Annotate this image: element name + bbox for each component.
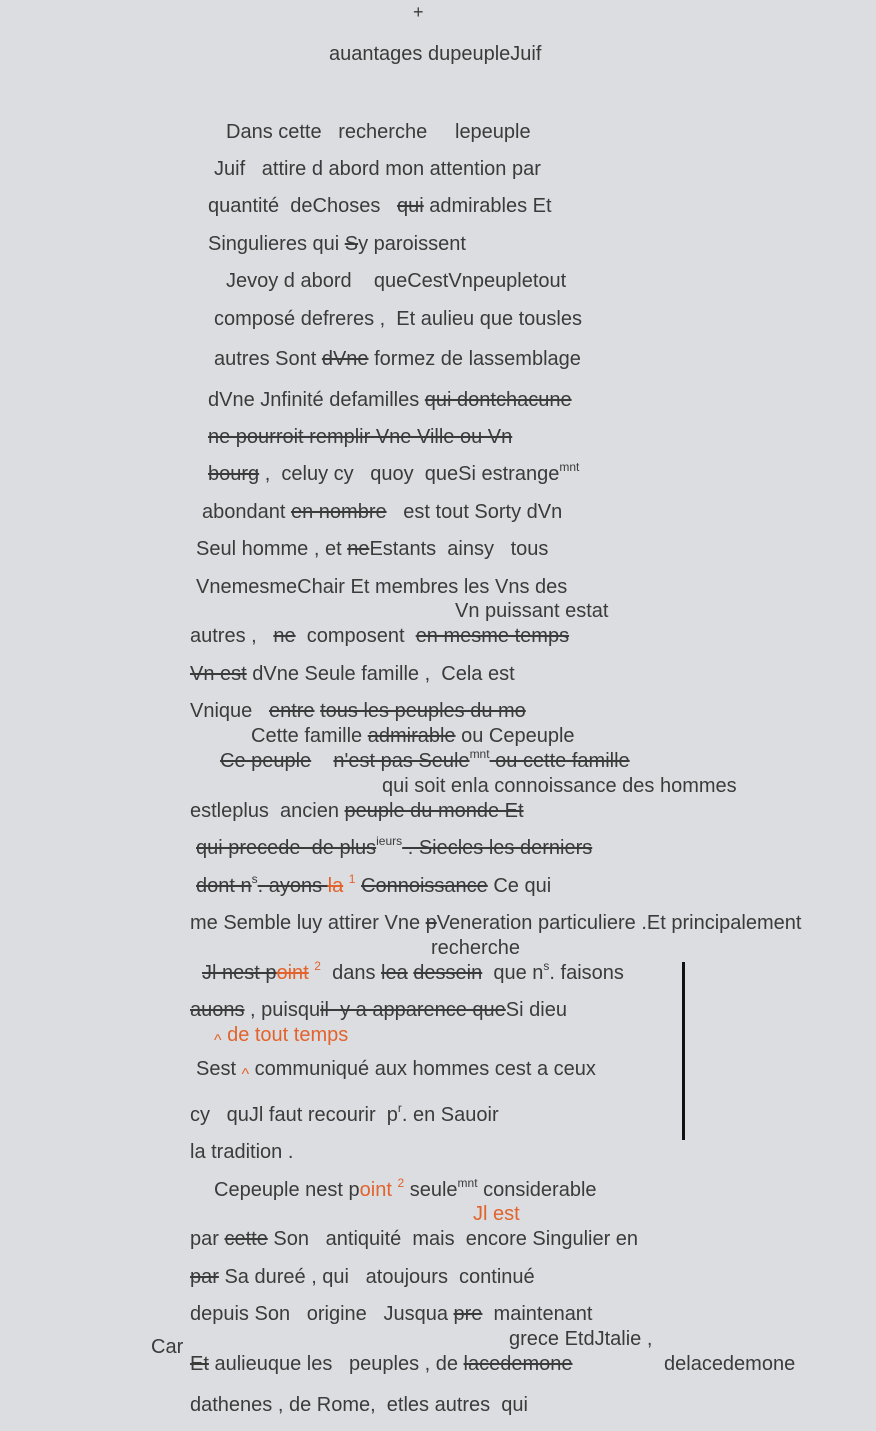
struck-text: ou cette famille — [489, 750, 630, 772]
text-line — [226, 120, 531, 144]
text-line — [226, 269, 566, 293]
text-segment: recherche — [431, 937, 520, 959]
text-segment: aulieuque les peuples , de — [208, 1353, 464, 1375]
text-line — [664, 1352, 795, 1376]
text-segment — [343, 875, 349, 897]
text-segment: Cette famille — [251, 725, 368, 747]
text-segment: Si dieu — [505, 999, 567, 1021]
text-line — [214, 157, 541, 181]
struck-text: ne pourroit remplir Vne Ville ou Vn — [208, 426, 513, 448]
text-line — [190, 1103, 499, 1129]
text-line — [214, 347, 581, 371]
text-line — [208, 232, 466, 256]
text-segment: Sest — [196, 1058, 242, 1080]
text-line — [214, 1023, 348, 1049]
text-line — [190, 1227, 638, 1251]
text-segment: que n — [482, 962, 544, 984]
text-segment: Vn puissant estat — [455, 600, 609, 622]
insertion-caret: ^ — [214, 1032, 222, 1049]
text-segment: Estants ainsy tous — [369, 538, 549, 560]
text-line — [190, 624, 569, 648]
struck-text: entre — [268, 700, 315, 722]
struck-text: dont n — [196, 875, 252, 897]
struck-text: cette — [224, 1228, 268, 1250]
text-line — [455, 599, 608, 623]
text-segment: me Semble luy attirer Vne — [190, 912, 426, 934]
text-segment: dans — [320, 962, 382, 984]
text-line — [190, 1140, 293, 1164]
insertion-caret: ^ — [241, 1066, 250, 1083]
struck-text: ne — [273, 625, 296, 647]
text-segment: quantité deChoses — [208, 195, 398, 217]
text-segment: la tradition . — [190, 1141, 294, 1163]
text-segment: par — [190, 1228, 225, 1250]
text-segment: qui soit enla connoissance des hommes — [382, 775, 737, 797]
text-segment: considerable — [477, 1179, 597, 1201]
struck-text: . ayons — [257, 875, 328, 897]
superscript-text: 1 — [348, 872, 356, 886]
struck-text: en nombre — [290, 501, 387, 523]
text-line — [220, 749, 630, 775]
text-line — [196, 537, 548, 561]
text-segment: Seul homme , et — [196, 538, 348, 560]
text-segment: ou Cepeuple — [455, 725, 575, 747]
superscript-text: s — [543, 959, 550, 973]
text-segment: Veneration particuliere .Et principalement — [436, 912, 802, 934]
text-segment: composé defreres , Et aulieu que tousles — [214, 308, 582, 330]
text-segment: . en Sauoir — [401, 1104, 499, 1126]
text-segment: Jl est — [473, 1203, 520, 1225]
struck-text: Vn est — [190, 663, 247, 685]
struck-text: n'est pas Seule — [333, 750, 470, 772]
superscript-text: 2 — [397, 1176, 405, 1190]
text-segment: seule — [404, 1179, 458, 1201]
text-segment: dVne Jnfinité defamilles — [208, 389, 425, 411]
superscript-text: r — [397, 1101, 402, 1115]
text-segment: Jevoy d abord queCestVnpeupletout — [226, 270, 567, 292]
text-line — [190, 1352, 573, 1376]
struck-text: dessein — [413, 962, 483, 984]
text-segment: , puisqu — [244, 999, 321, 1021]
struck-text: auons — [190, 999, 245, 1021]
text-segment: abondant — [202, 501, 291, 523]
text-segment: y paroissent — [358, 233, 466, 255]
struck-text: Et — [190, 1353, 209, 1375]
text-segment: autres Sont — [214, 348, 322, 370]
superscript-text: mnt — [559, 460, 580, 474]
superscript-text: s — [251, 872, 258, 886]
margin-bracket-line — [682, 962, 685, 1140]
superscript-text: mnt — [457, 1176, 478, 1190]
text-segment: Cepeuple nest p — [214, 1179, 360, 1201]
text-line — [251, 724, 575, 748]
superscript-text: mnt — [469, 747, 490, 761]
struck-text: Ce peuple — [220, 750, 312, 772]
text-segment: composent — [295, 625, 416, 647]
text-line — [190, 799, 524, 823]
text-segment: VnemesmeChair Et membres les Vns des — [196, 576, 568, 598]
text-line — [196, 575, 567, 599]
text-line — [214, 1178, 597, 1204]
text-segment: . faisons — [549, 962, 624, 984]
text-line — [208, 425, 512, 449]
text-line — [196, 836, 592, 862]
text-segment: Son antiquité mais encore Singulier en — [267, 1228, 639, 1250]
text-line — [431, 936, 520, 960]
text-line — [208, 462, 579, 488]
text-segment: de tout temps — [221, 1024, 349, 1046]
struck-text: lacedemone — [463, 1353, 573, 1375]
struck-text: bourg — [208, 463, 260, 485]
struck-text: la — [327, 875, 344, 897]
text-line — [208, 194, 552, 218]
struck-text: p — [425, 912, 437, 934]
struck-text: en mesme temps — [415, 625, 570, 647]
text-segment: Ce qui — [487, 875, 552, 897]
text-line — [190, 1393, 528, 1417]
struck-text: ne — [347, 538, 370, 560]
text-line — [190, 998, 567, 1022]
text-segment: Dans cette recherche lepeuple — [226, 121, 531, 143]
plus-mark: + — [413, 2, 424, 22]
text-line — [196, 874, 551, 900]
page-title: auantages dupeupleJuif — [329, 43, 542, 65]
text-segment: communiqué aux hommes cest a ceux — [249, 1058, 596, 1080]
struck-text: qui precede de plus — [196, 837, 377, 859]
struck-text: . Siecles les derniers — [402, 837, 593, 859]
struck-text: par — [190, 1266, 219, 1288]
text-segment: dVne Seule famille , Cela est — [246, 663, 515, 685]
text-segment: depuis Son origine Jusqua — [190, 1303, 454, 1325]
text-segment: autres , — [190, 625, 274, 647]
struck-text: Jl nest p — [202, 962, 277, 984]
text-segment: est tout Sorty dVn — [386, 501, 563, 523]
text-segment: dathenes , de Rome, etles autres qui — [190, 1394, 528, 1416]
struck-text: tous les peuples du mo — [320, 700, 526, 722]
text-line — [509, 1327, 652, 1351]
text-segment: Singulieres qui — [208, 233, 345, 255]
text-line — [473, 1202, 520, 1226]
struck-text: admirable — [367, 725, 456, 747]
text-line — [202, 961, 624, 987]
text-line — [202, 500, 562, 524]
text-segment: grece EtdJtalie , — [509, 1328, 653, 1350]
struck-text: dVne — [321, 348, 369, 370]
text-segment: Sa dureé , qui atoujours continué — [218, 1266, 535, 1288]
text-segment: formez de lassemblage — [368, 348, 581, 370]
struck-text: lea — [381, 962, 408, 984]
superscript-text: 2 — [314, 959, 321, 973]
text-line — [214, 307, 582, 331]
text-segment: cy quJl faut recourir p — [190, 1104, 398, 1126]
text-line — [190, 1265, 535, 1289]
text-segment: oint — [359, 1179, 392, 1201]
text-line — [190, 699, 526, 723]
text-segment: , celuy cy quoy queSi estrange — [259, 463, 560, 485]
struck-text: peuple du monde Et — [344, 800, 524, 822]
struck-text: il y a apparence que — [320, 999, 506, 1021]
text-line — [382, 774, 737, 798]
text-segment — [311, 750, 333, 772]
struck-text: oint — [276, 962, 309, 984]
text-segment: delacedemone — [664, 1353, 796, 1375]
text-segment: Juif attire d abord mon attention par — [214, 158, 541, 180]
text-segment: maintenant — [482, 1303, 593, 1325]
text-line — [196, 1057, 596, 1083]
struck-text: pre — [453, 1303, 483, 1325]
text-line — [190, 1302, 593, 1326]
text-line — [190, 911, 801, 935]
struck-text: S — [344, 233, 359, 255]
text-line — [208, 388, 572, 412]
struck-text: qui dontchacune — [424, 389, 572, 411]
superscript-text: ieurs — [376, 834, 403, 848]
text-segment: Vnique — [190, 700, 269, 722]
struck-text: qui — [397, 195, 424, 217]
text-segment: estleplus ancien — [190, 800, 345, 822]
margin-note: Car — [151, 1336, 184, 1358]
text-segment: admirables Et — [423, 195, 552, 217]
text-line — [190, 662, 515, 686]
struck-text: Connoissance — [361, 875, 488, 897]
